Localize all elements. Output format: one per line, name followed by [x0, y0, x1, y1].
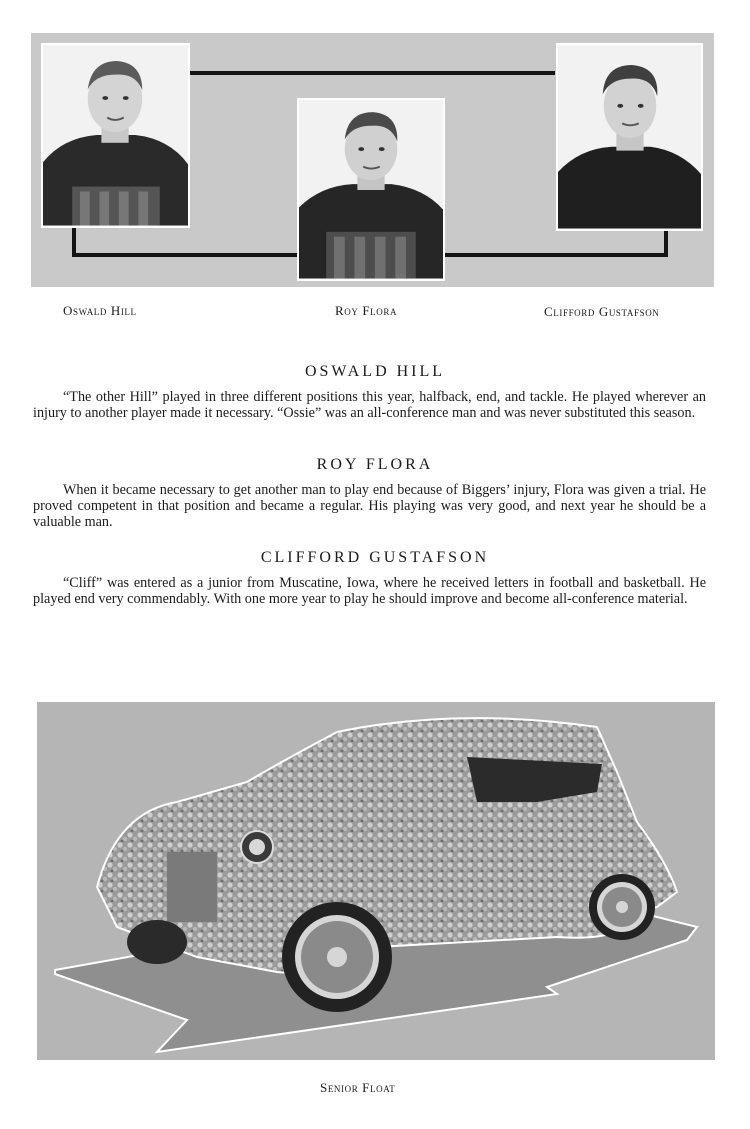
portrait-roy-flora [297, 98, 445, 281]
connector-line-top [189, 71, 555, 75]
portrait-roy-flora-photo [299, 100, 443, 279]
portrait-oswald-hill-photo [43, 45, 188, 226]
portrait-oswald-hill [41, 43, 190, 228]
bio-heading-oswald-hill: OSWALD HILL [304, 363, 446, 380]
connector-line-right-horizontal [443, 253, 668, 257]
portrait-clifford-gustafson [556, 43, 703, 231]
senior-float-image [37, 702, 715, 1060]
portrait-clifford-gustafson-photo [558, 45, 701, 229]
bio-heading-roy-flora: ROY FLORA [316, 456, 434, 473]
portrait-panel [31, 33, 714, 287]
caption-oswald-hill: Oswald Hill [63, 303, 137, 318]
bio-heading-clifford-gustafson: CLIFFORD GUSTAFSON [260, 549, 490, 566]
senior-float-photo [37, 702, 715, 1060]
connector-line-left-horizontal [72, 253, 299, 257]
bio-text-roy-flora: When it became necessary to get another man to play end because of Biggers’ injury, Flora was given a trial. He proved competent in that position and became a regular. His playing was very good, and next year he should be a valuable man. [33, 482, 706, 530]
caption-clifford-gustafson: Clifford Gustafson [544, 304, 660, 319]
caption-senior-float: Senior Float [320, 1080, 396, 1095]
caption-roy-flora: Roy Flora [335, 303, 398, 318]
bio-text-oswald-hill: “The other Hill” played in three different positions this year, halfback, end, and tackle. He played wherever an injury to another player made it necessary. “Ossie” was an all-conference man and was never substituted this season. [33, 389, 706, 421]
bio-text-clifford-gustafson: “Cliff” was entered as a junior from Muscatine, Iowa, where he received letters in football and basketball. He played end very commendably. With one more year to play he should improve and become all-conference material. [33, 575, 706, 607]
